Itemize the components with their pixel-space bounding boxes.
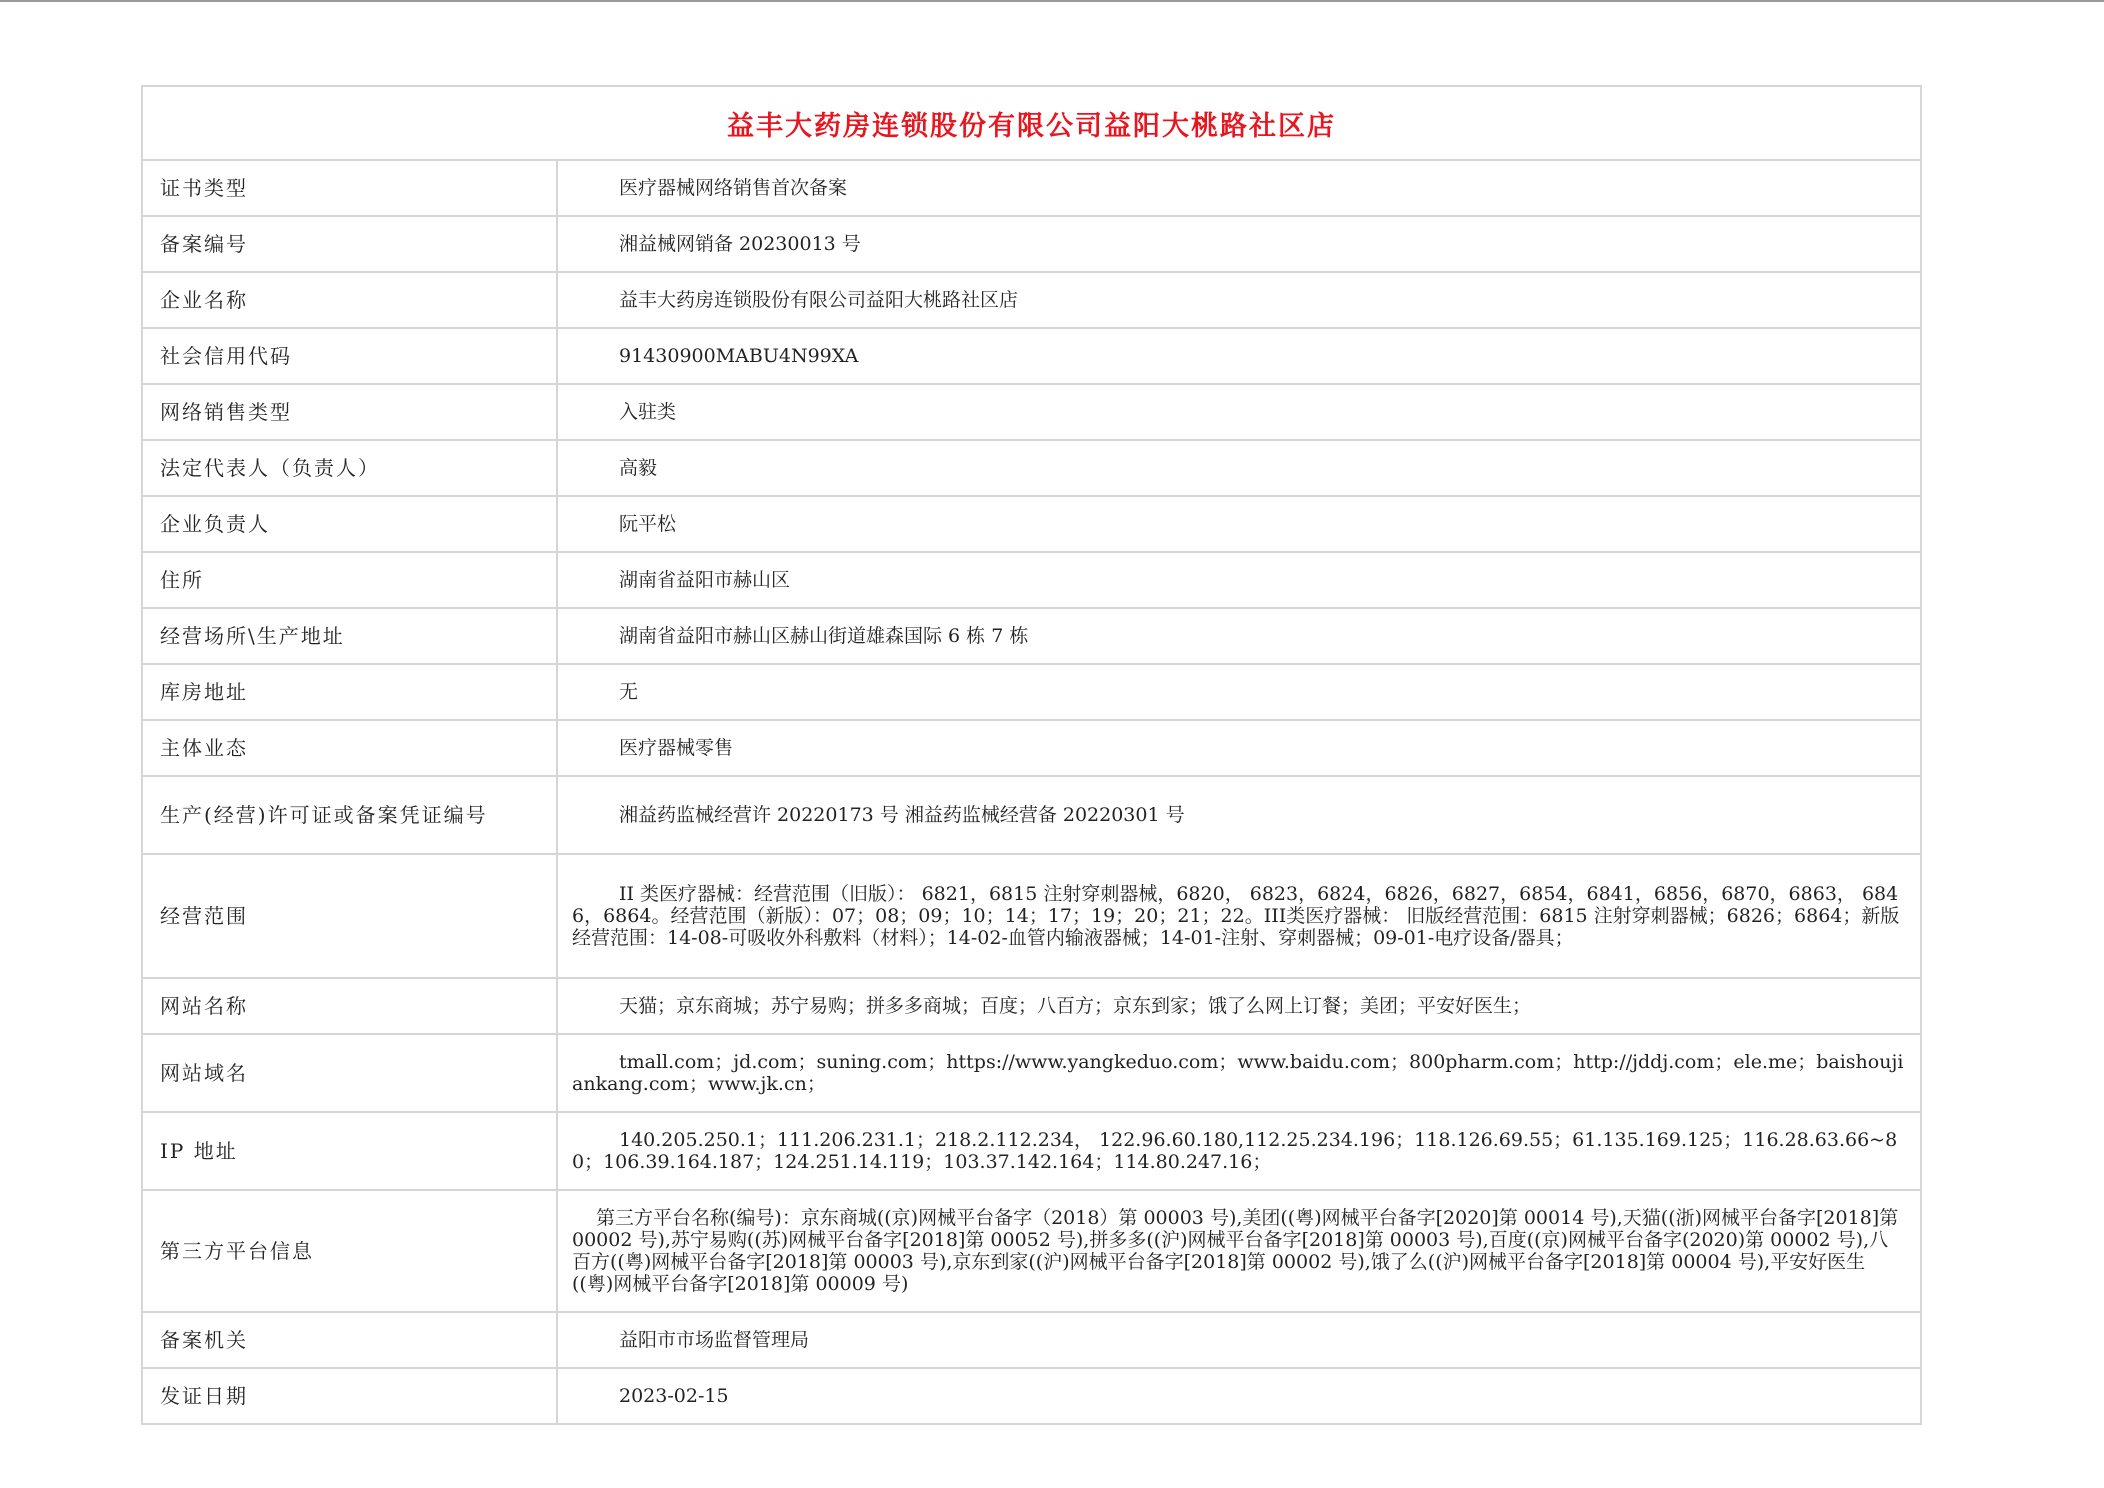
row-value: 医疗器械网络销售首次备案 [619,177,848,199]
row-label: 备案机关 [143,1313,558,1367]
row-website-domains [143,1035,1920,1113]
row-label: 备案编号 [143,217,558,271]
title-row [143,87,1920,161]
row-value: 入驻类 [619,401,677,423]
row-label: 库房地址 [143,665,558,719]
row-label: 社会信用代码 [143,329,558,383]
row-label: 住所 [143,553,558,607]
row-value: 湘益药监械经营许 20220173 号 湘益药监械经营备 20220301 号 [619,804,1185,826]
row-label: 网站域名 [143,1035,558,1111]
row-value: tmall.com；jd.com；suning.com；https://www.yangkeduo.com；www.baidu.com；800pharm.com；http://jddj.com；ele.me；baishoujiankang.com；www.jk.cn； [572,1051,1904,1095]
row-value: 湘益械网销备 20230013 号 [619,233,861,255]
row-label: 生产(经营)许可证或备案凭证编号 [143,777,558,853]
row-filing-authority [143,1313,1920,1369]
row-legal-representative [143,441,1920,497]
row-value: 医疗器械零售 [619,737,734,759]
row-business-form [143,721,1920,777]
row-label: 经营场所\生产地址 [143,609,558,663]
row-third-party-platforms [143,1191,1920,1313]
row-warehouse-address [143,665,1920,721]
row-value: 阮平松 [619,513,677,535]
row-issue-date [143,1369,1920,1423]
row-value: 益丰大药房连锁股份有限公司益阳大桃路社区店 [619,289,1019,311]
row-label: 企业负责人 [143,497,558,551]
certificate-table [141,85,1922,1425]
row-license-number [143,777,1920,855]
row-value: 2023-02-15 [619,1385,729,1407]
document-title: 益丰大药房连锁股份有限公司益阳大桃路社区店 [727,110,1336,142]
row-value: 天猫；京东商城；苏宁易购；拼多多商城；百度；八百方；京东到家；饿了么网上订餐；美团；平安好医生； [619,995,1532,1017]
row-credit-code [143,329,1920,385]
row-value: 益阳市市场监督管理局 [619,1329,810,1351]
row-label: IP 地址 [143,1113,558,1189]
row-company-name [143,273,1920,329]
row-label: 经营范围 [143,855,558,977]
row-value: 第三方平台名称(编号)：京东商城((京)网械平台备字（2018）第 00003 号),美团((粤)网械平台备字[2020]第 00014 号),天猫((浙)网械平台备字[2018]第 00002 号),苏宁易购((苏)网械平台备字[2018]第 00052 号),拼多多((沪)网械平台备字[2018]第 00003 号),百度((京)网械平台备字(2020)第 00002 号),八百方((粤)网械平台备字[2018]第 00003 号),京东到家((沪)网械平台备字[2018]第 00002 号),饿了么((沪)网械平台备字[2018]第 00004 号),平安好医生((粤)网械平台备字[2018]第 00009 号) [572,1207,1905,1295]
row-value: 140.205.250.1；111.206.231.1；218.2.112.234， 122.96.60.180,112.25.234.196；118.126.69.55；61.135.169.125；116.28.63.66~80；106.39.164.187；124.251.14.119；103.37.142.164；114.80.247.16； [572,1129,1898,1173]
row-value: 湖南省益阳市赫山区 [619,569,791,591]
row-filing-number [143,217,1920,273]
row-residence [143,553,1920,609]
row-value: 高毅 [619,457,658,479]
row-ip-addresses [143,1113,1920,1191]
row-value: II 类医疗器械：经营范围（旧版）： 6821，6815 注射穿刺器械，6820， 6823，6824，6826，6827，6854，6841，6856，6870，6863， 6846，6864。经营范围（新版）：07；08；09；10；14；17；19；20；21；22。III类医疗器械： 旧版经营范围：6815 注射穿刺器械；6826；6864；新版经营范围：14-08-可吸收外科敷料（材料）；14-02-血管内输液器械；14-01-注射、穿刺器械；09-01-电疗设备/器具； [572,883,1900,949]
row-business-address [143,609,1920,665]
row-business-scope [143,855,1920,979]
row-sales-type [143,385,1920,441]
row-value: 湖南省益阳市赫山区赫山街道雄森国际 6 栋 7 栋 [619,625,1029,647]
row-value: 91430900MABU4N99XA [619,345,859,367]
row-certificate-type [143,161,1920,217]
row-label: 企业名称 [143,273,558,327]
row-label: 网络销售类型 [143,385,558,439]
row-label: 第三方平台信息 [143,1191,558,1311]
row-enterprise-manager [143,497,1920,553]
row-label: 法定代表人（负责人） [143,441,558,495]
top-border-line [0,0,2104,2]
row-label: 发证日期 [143,1369,558,1423]
row-label: 主体业态 [143,721,558,775]
row-label: 证书类型 [143,161,558,215]
row-website-names [143,979,1920,1035]
row-label: 网站名称 [143,979,558,1033]
row-value: 无 [619,681,639,703]
